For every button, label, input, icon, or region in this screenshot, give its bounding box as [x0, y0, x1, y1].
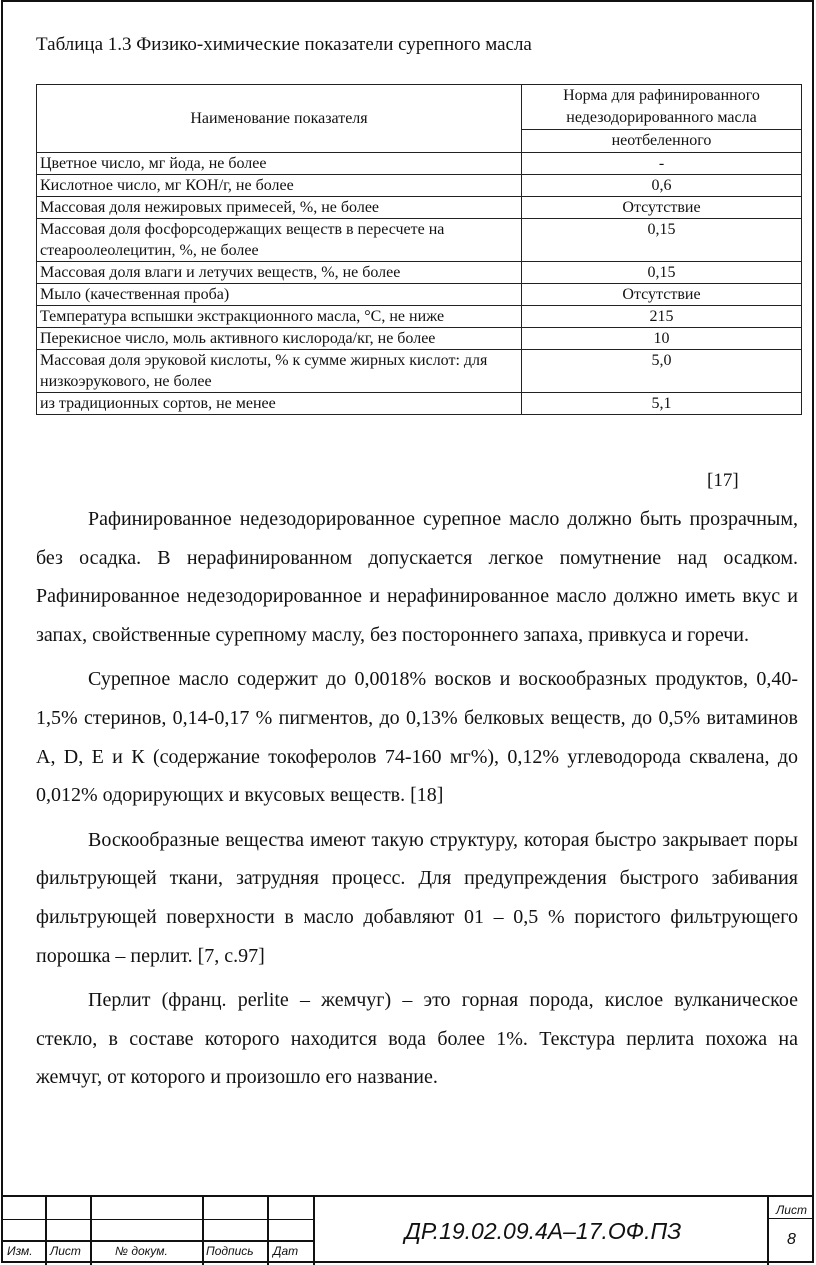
sheet-label: Лист	[776, 1203, 807, 1217]
table-row	[37, 328, 802, 350]
row-value: 0,15	[522, 219, 802, 262]
paragraph: Перлит (франц. perlite – жемчуг) – это горная порода, кислое вулканическое стекло, в составе которого находится вода более 1%. Текстура перлита похожа на жемчуг, от которого и произошло его название.	[36, 989, 798, 1089]
title-block	[1, 1195, 814, 1265]
row-name: Массовая доля эруковой кислоты, % к сумме жирных кислот: для низкоэрукового, не более	[37, 350, 522, 393]
body-text	[36, 500, 798, 1097]
sheet-number: 8	[787, 1231, 796, 1248]
row-value: 215	[522, 306, 802, 328]
header-sub-cell: неотбеленного	[522, 130, 802, 153]
row-value: -	[522, 153, 802, 175]
row-name: Массовая доля влаги и летучих веществ, %, не более	[37, 262, 522, 284]
row-name: Массовая доля фосфорсодержащих веществ в пересчете на стеароолеолецитин, %, не более	[37, 219, 522, 262]
row-name: Массовая доля нежировых примесей, %, не более	[37, 197, 522, 219]
stamp-divider	[202, 1197, 204, 1265]
table-row	[37, 175, 802, 197]
row-value: 10	[522, 328, 802, 350]
stamp-label-sheet: Лист	[50, 1244, 81, 1258]
table-row	[37, 262, 802, 284]
row-name: Мыло (качественная проба)	[37, 284, 522, 306]
stamp-divider	[267, 1197, 269, 1265]
header-norm-cell: Норма для рафинированного недезодорированного масла	[522, 85, 802, 130]
table-row	[37, 153, 802, 175]
stamp-label-signature: Подпись	[206, 1244, 254, 1258]
table-row	[37, 393, 802, 415]
table-row	[37, 219, 802, 262]
row-value: 0,15	[522, 262, 802, 284]
row-name: Цветное число, мг йода, не более	[37, 153, 522, 175]
row-value: Отсутствие	[522, 284, 802, 306]
paragraph: Воскообразные вещества имеют такую структуру, которая быстро закрывает поры фильтрующей ткани, затрудняя процесс. Для предупреждения быстрого забивания фильтрующей поверхности в масло добавляют 01 – 0,5 % пористого фильтрующего порошка – перлит. [7, с.97]	[36, 828, 798, 967]
row-name: из традиционных сортов, не менее	[37, 393, 522, 415]
row-value: Отсутствие	[522, 197, 802, 219]
table-row	[37, 306, 802, 328]
stamp-rule	[1, 1219, 313, 1220]
stamp-divider	[45, 1197, 47, 1265]
row-name: Температура вспышки экстракционного масла, °С, не ниже	[37, 306, 522, 328]
stamp-label-date: Дат	[273, 1244, 299, 1258]
row-name: Перекисное число, моль активного кислорода/кг, не более	[37, 328, 522, 350]
table-row	[37, 197, 802, 219]
table-header-row	[37, 85, 802, 130]
header-name-cell: Наименование показателя	[37, 85, 522, 153]
row-value: 0,6	[522, 175, 802, 197]
table-caption: Таблица 1.3 Физико-химические показатели сурепного масла	[36, 34, 532, 55]
stamp-rule	[767, 1218, 814, 1219]
stamp-divider	[313, 1197, 315, 1265]
row-name: Кислотное число, мг КОН/г, не более	[37, 175, 522, 197]
row-value: 5,0	[522, 350, 802, 393]
stamp-rule	[1, 1240, 313, 1242]
stamp-label-docnum: № докум.	[115, 1244, 168, 1258]
table-reference: [17]	[707, 470, 739, 491]
stamp-label-change: Изм.	[7, 1244, 33, 1258]
row-value: 5,1	[522, 393, 802, 415]
document-code: ДР.19.02.09.4А–17.ОФ.ПЗ	[404, 1217, 682, 1244]
table-row	[37, 284, 802, 306]
table-row	[37, 350, 802, 393]
paragraph: Рафинированное недезодорированное сурепное масло должно быть прозрачным, без осадка. В нерафинированном допускается легкое помутнение над осадком. Рафинированное недезодорированное и нерафинированное масло должно иметь вкус и запах, свойственные сурепному маслу, без постороннего запаха, привкуса и горечи.	[36, 508, 798, 646]
paragraph: Сурепное масло содержит до 0,0018% восков и воскообразных продуктов, 0,40-1,5% стеринов, 0,14-0,17 % пигментов, до 0,13% белковых веществ, до 0,5% витаминов А, D, Е и К (содержание токоферолов 74-160 мг%), 0,12% углеводорода сквалена, до 0,012% одорирующих и вкусовых веществ. [18]	[36, 668, 798, 807]
stamp-divider	[90, 1197, 92, 1265]
properties-table	[36, 84, 802, 415]
